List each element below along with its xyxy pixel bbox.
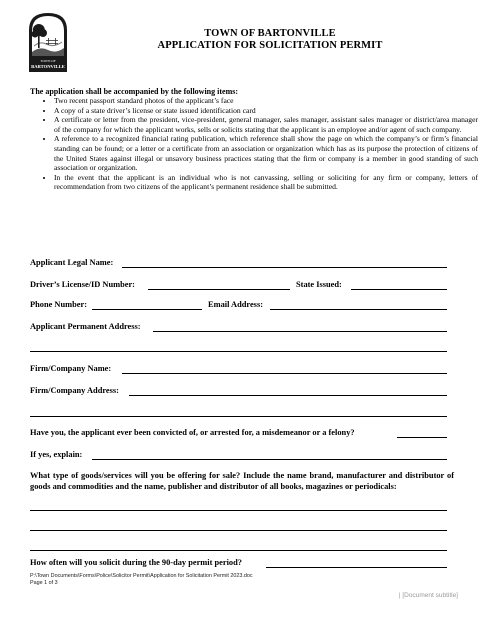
- goods-answer-line-1[interactable]: [30, 510, 447, 511]
- firm-address-field[interactable]: [129, 395, 447, 396]
- firm-address-field-line2[interactable]: [30, 416, 447, 417]
- document-subtitle: | [Document subtitle]: [398, 592, 458, 599]
- goods-question: What type of goods/services will you be offering for sale? Include the name brand, manufacturer and distributor of goods and commodities and the name, publisher and distributor of all books, magazines or periodicals:: [30, 471, 454, 491]
- license-field[interactable]: [148, 289, 290, 290]
- requirement-item: • Two recent passport standard photos of the applicant’s face: [54, 96, 478, 106]
- title-line-2: APPLICATION FOR SOLICITATION PERMIT: [157, 40, 383, 51]
- frequency-answer-field[interactable]: [266, 567, 447, 568]
- if-yes-field[interactable]: [92, 459, 447, 460]
- if-yes-label: If yes, explain:: [30, 450, 83, 459]
- footer-file-path: P:\Town Documents\Forms\Police\Solicitor Permit\Application for Solicitation Permit 2023.doc: [30, 573, 253, 579]
- logo-text-main: BARTONVILLE: [31, 64, 65, 69]
- permanent-address-label: Applicant Permanent Address:: [30, 322, 141, 331]
- requirement-item: • A reference to a recognized financial rating publication, which reference shall show the page on which the company’s or firm’s financial standing can be found; or a letter or a certificate from an association or organization which has as its purpose the protection of citizens of the United States against illegal or unsavory business practices stating that the firm or company is a member in good standing of such association or organization.: [54, 134, 478, 172]
- title-line-1: TOWN OF BARTONVILLE: [204, 28, 336, 39]
- convicted-question: Have you, the applicant ever been convicted of, or arrested for, a misdemeanor or a felony?: [30, 428, 355, 437]
- license-label: Driver’s License/ID Number:: [30, 280, 135, 289]
- phone-label: Phone Number:: [30, 300, 87, 309]
- convicted-answer-field[interactable]: [397, 437, 447, 438]
- permanent-address-field-line2[interactable]: [30, 351, 447, 352]
- state-issued-label: State Issued:: [296, 280, 342, 289]
- requirement-item: • A certificate or letter from the president, vice-president, general manager, sales manager, assistant sales manager or district/area manager of the company for which the applicant works, sells or solicits stating that the applicant is an employee and/or agent of such company.: [54, 115, 478, 134]
- goods-answer-line-2[interactable]: [30, 530, 447, 531]
- requirement-item: • A copy of a state driver’s license or state issued identification card: [54, 106, 478, 116]
- requirement-item: • In the event that the applicant is an individual who is not canvassing, selling or soliciting for any firm or company, letters of recommendation from two citizens of the applicant’s permanent residence shall be submitted.: [54, 173, 478, 192]
- legal-name-field[interactable]: [122, 267, 447, 268]
- requirements-list: [30, 96, 478, 192]
- requirements-intro: The application shall be accompanied by the following items:: [30, 87, 239, 96]
- firm-name-label: Firm/Company Name:: [30, 364, 112, 373]
- permanent-address-field[interactable]: [153, 331, 447, 332]
- frequency-question: How often will you solicit during the 90-day permit period?: [30, 558, 242, 567]
- email-field[interactable]: [270, 309, 447, 310]
- firm-address-label: Firm/Company Address:: [30, 386, 119, 395]
- logo-text-small: TOWN OF: [40, 59, 56, 63]
- phone-field[interactable]: [92, 309, 202, 310]
- goods-answer-line-3[interactable]: [30, 550, 447, 551]
- firm-name-field[interactable]: [122, 373, 447, 374]
- footer-page-number: Page 1 of 3: [30, 580, 58, 586]
- town-seal-logo: [28, 12, 68, 72]
- email-label: Email Address:: [208, 300, 263, 309]
- legal-name-label: Applicant Legal Name:: [30, 258, 114, 267]
- state-issued-field[interactable]: [351, 289, 447, 290]
